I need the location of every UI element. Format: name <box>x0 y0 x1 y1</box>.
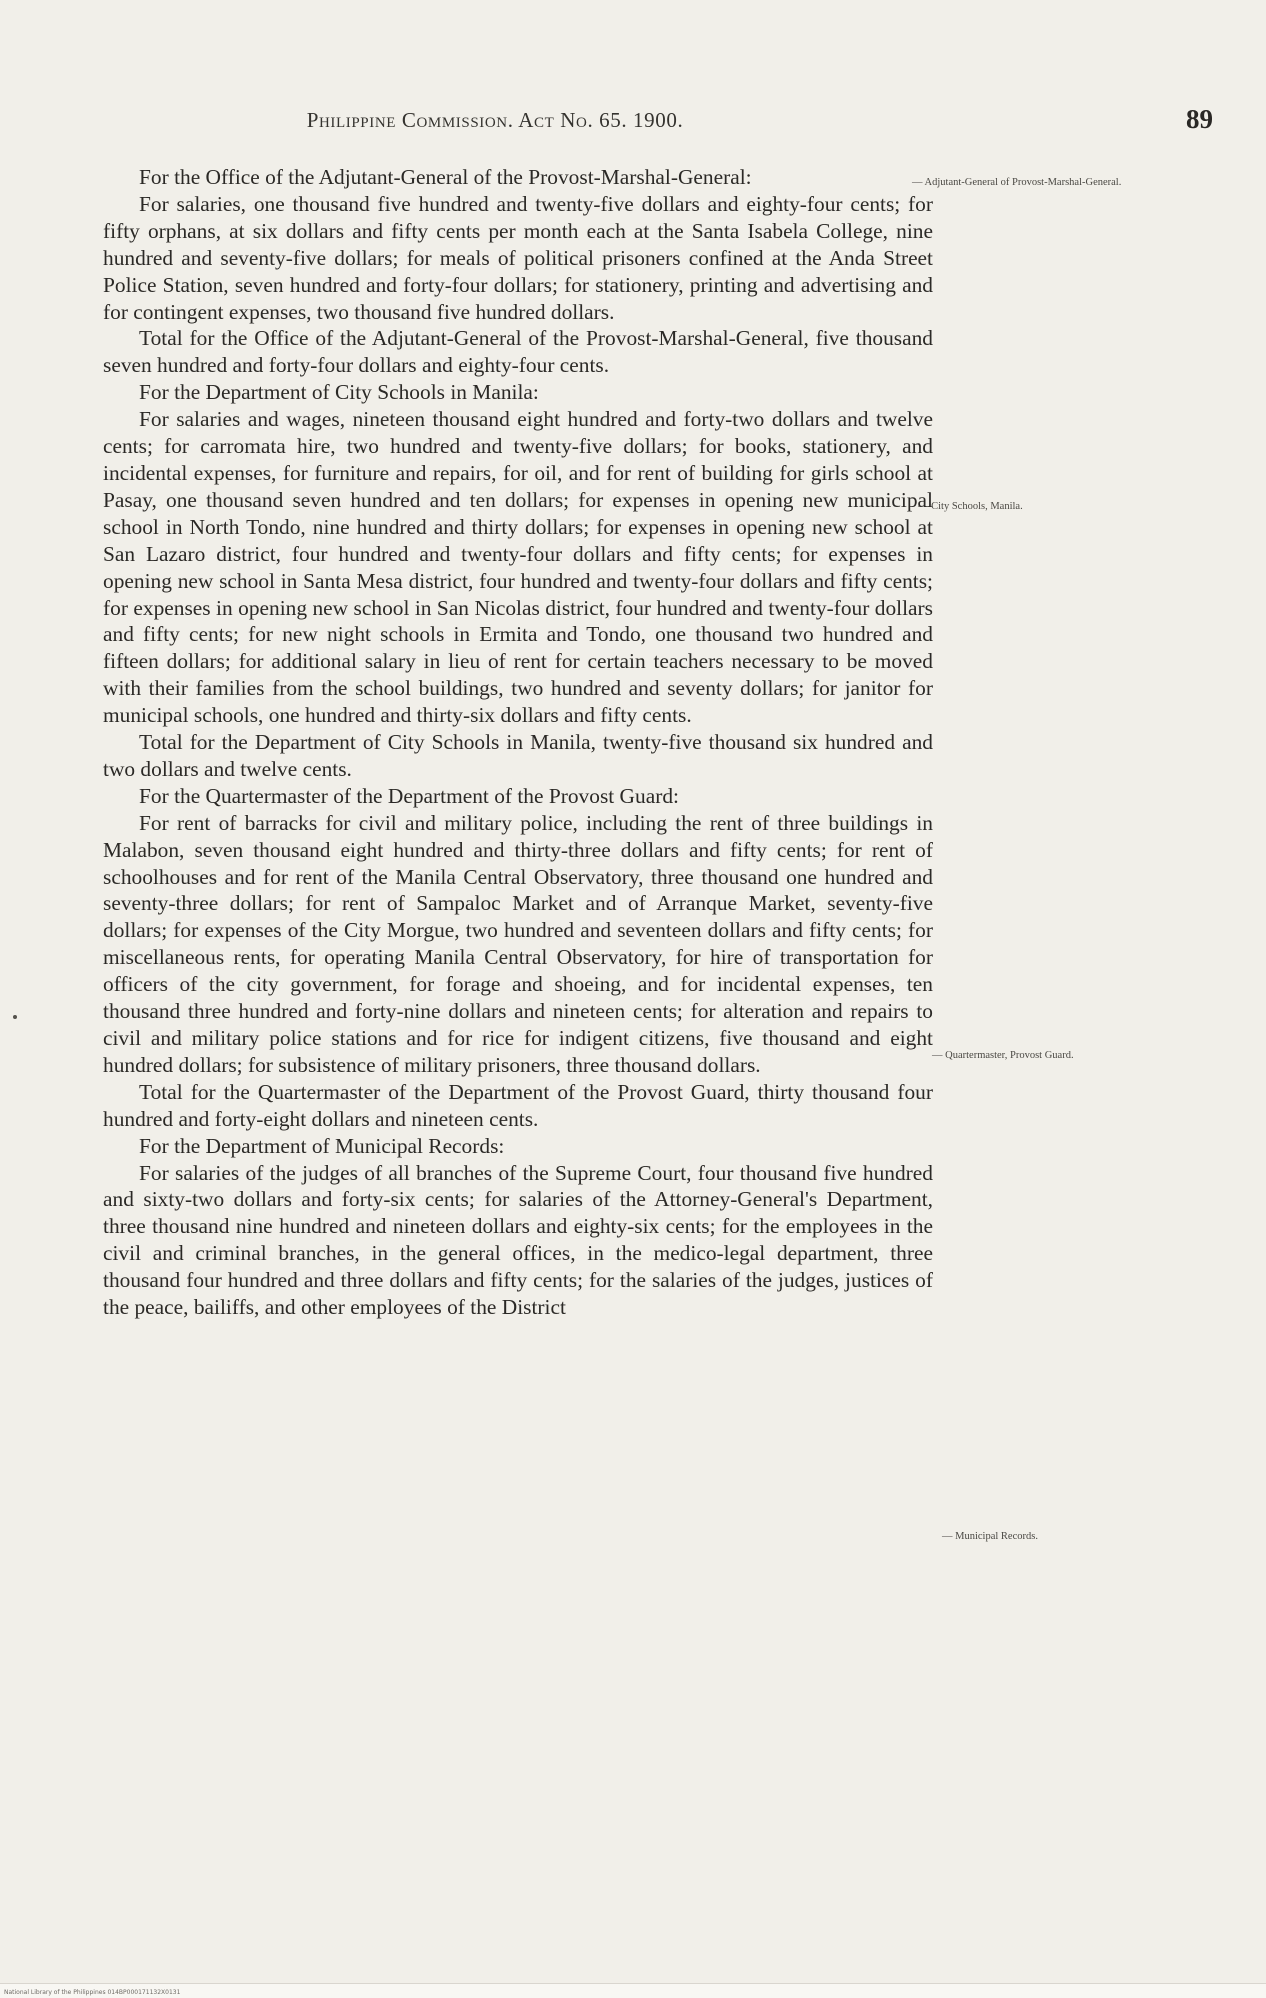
margin-note-municipal-records: — Municipal Records. <box>942 1531 1038 1542</box>
heading-city-schools: For the Department of City Schools in Manila: <box>139 380 539 405</box>
margin-note-quartermaster: — Quartermaster, Provost Guard. <box>932 1050 1074 1061</box>
margin-note-city-schools: — City Schools, Manila. <box>918 501 1023 512</box>
paragraph-quartermaster-rent: For rent of barracks for civil and military police, including the rent of three buildings in Malabon, seven thousand eight hundred and thirty-three dollars and fifty cents; for rent of schoolhouses and for rent of the Manila Central Observatory, three thousand one hundred and seventy-three dollars; for rent of Sampaloc Market and of Arranque Market, seventy-five dollars; for expenses of the City Morgue, two hundred and seventeen dollars and fifty cents; for miscellaneous rents, for operating Manila Central Observatory, for hire of transportation for officers of the city government, for forage and shoeing, and for incidental expenses, ten thousand three hundred and forty-nine dollars and nineteen cents; for alteration and repairs to civil and military police stations and for rice for indigent citizens, five thousand and eight hundred dollars; for subsistence of military prisoners, three thousand dollars. <box>103 810 933 1077</box>
footer-text: National Library of the Philippines 014BP000171132X0131 <box>4 1989 181 1996</box>
paragraph-municipal-records-salaries: For salaries of the judges of all branches of the Supreme Court, four thousand five hundred and sixty-two dollars and forty-six cents; for salaries of the Attorney-General's Department, three thousand nine hundred and nineteen dollars and eighty-six cents; for the employees in the civil and criminal branches, in the general offices, in the medico-legal department, three thousand four hundred and three dollars and fifty cents; for the salaries of the judges, justices of the peace, bailiffs, and other employees of the District <box>103 1160 933 1320</box>
page-number: 89 <box>1186 104 1213 134</box>
heading-quartermaster: For the Quartermaster of the Department of the Provost Guard: <box>139 783 679 808</box>
paragraph-adjutant-total: Total for the Office of the Adjutant-General of the Provost-Marshal-General, five thousand seven hundred and forty-four dollars and eighty-four cents. <box>103 326 933 378</box>
paragraph-adjutant-salaries: For salaries, one thousand five hundred and twenty-five dollars and eighty-four cents; for fifty orphans, at six dollars and fifty cents per month each at the Santa Isabela College, nine hundred and seventy-five dollars; for meals of political prisoners confined at the Anda Street Police Station, seven hundred and forty-four dollars; for stationery, printing and advertising and for contingent expenses, two thousand five hundred dollars. <box>103 191 933 324</box>
paragraph-city-schools-total: Total for the Department of City Schools in Manila, twenty-five thousand six hundred and two dollars and twelve cents. <box>103 730 933 781</box>
heading-adjutant-general: For the Office of the Adjutant-General of the Provost-Marshal-General: <box>139 165 752 189</box>
paragraph-quartermaster-total: Total for the Quartermaster of the Department of the Provost Guard, thirty thousand four hundred and forty-eight dollars and nineteen cents. <box>103 1079 933 1131</box>
scan-speck <box>13 1015 17 1019</box>
running-head: Philippine Commission. Act No. 65. 1900. <box>306 108 684 132</box>
paragraph-city-schools-salaries: For salaries and wages, nineteen thousand eight hundred and forty-two dollars and twelve cents; for carromata hire, two hundred and twenty-five dollars; for books, stationery, and incidental expenses, for furniture and repairs, for oil, and for rent of building for girls school at Pasay, one thousand seven hundred and ten dollars; for expenses in opening new municipal school in North Tondo, nine hundred and thirty dollars; for expenses in opening new school at San Lazaro district, four hundred and twenty-four dollars and fifty cents; for expenses in opening new school in Santa Mesa district, four hundred and twenty-four dollars and fifty cents; for expenses in opening new school in San Nicolas district, four hundred and twenty-four dollars and fifty cents; for new night schools in Ermita and Tondo, one thousand two hundred and fifteen dollars; for additional salary in lieu of rent for certain teachers necessary to be moved with their families from the school buildings, two hundred and seventy dollars; for janitor for municipal schools, one hundred and thirty-six dollars and fifty cents. <box>103 407 933 728</box>
margin-note-adjutant-general: — Adjutant-General of Provost-Marshal-General. <box>912 177 1122 188</box>
footer-bar <box>0 1983 1266 1998</box>
body-text <box>103 164 933 1321</box>
heading-municipal-records: For the Department of Municipal Records: <box>139 1133 505 1158</box>
